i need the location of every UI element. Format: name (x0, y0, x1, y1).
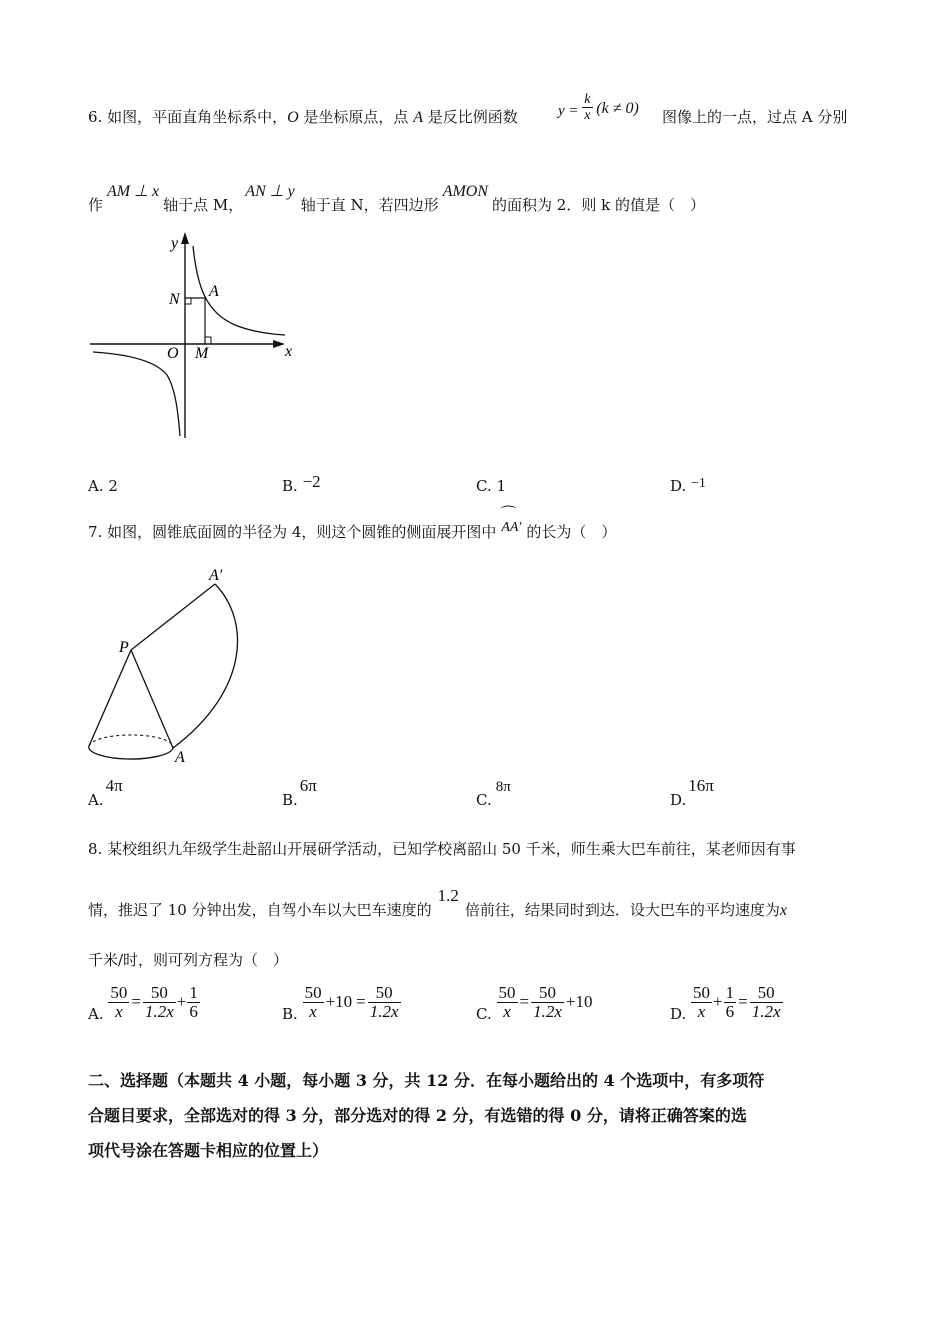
label-P: P (119, 639, 129, 656)
q6-text: 是坐标原点，点 (298, 108, 414, 126)
base-back (89, 735, 173, 748)
section2-line2: 合题目要求，全部选对的得 3 分，部分选对的得 2 分，有选错的得 0 分，请将正确答案的选 (88, 1106, 747, 1125)
num: 50 (750, 984, 783, 1003)
y-arrow (181, 232, 189, 244)
q8-text: 情，推迟了 10 分钟出发，自驾小车以大巴车速度的 (88, 901, 432, 919)
arc-mark: ⌒ (500, 504, 517, 523)
ratio-value: 1.2 (437, 886, 459, 905)
den: 6 (189, 1002, 198, 1021)
plus: + (176, 991, 187, 1011)
segment-PA (131, 650, 173, 748)
frac-50-1.2x (143, 984, 176, 1021)
num: 1 (725, 983, 735, 1002)
section2-line1: 二、选择题（本题共 4 小题，每小题 3 分，共 12 分．在每小题给出的 4 个选项中，有多项符 (88, 1071, 765, 1090)
num: 50 (693, 983, 711, 1002)
label-A: A (209, 283, 219, 300)
num: 50 (531, 984, 564, 1003)
q6-option-b (282, 472, 321, 497)
q7-text: 的长为（ ） (526, 523, 617, 541)
formula-k: k (584, 92, 591, 107)
q6-graph (85, 230, 305, 442)
frac-50-1.2x (531, 984, 564, 1021)
q6-text: 轴于点 M， (163, 196, 244, 214)
option-value: −2 (302, 472, 321, 491)
label-x: x (285, 343, 293, 360)
option-value: 4π (105, 776, 123, 795)
label-y: y (171, 235, 179, 252)
hyperbola-branch-1 (193, 246, 285, 335)
option-value: −1 (691, 476, 706, 491)
frac-1-6 (187, 984, 200, 1021)
q8-text: 倍前往，结果同时到达．设大巴车的平均速度为 (464, 901, 780, 919)
q6-option-c: C. 1 (476, 477, 507, 495)
q8-option-a (88, 984, 200, 1021)
q7-option-a (88, 776, 123, 811)
option-value: 16π (688, 776, 714, 795)
right-angle-M (205, 337, 211, 344)
q6-option-d (670, 475, 706, 499)
num: 50 (304, 983, 322, 1002)
q7-text: 7. 如图，圆锥底面圆的半径为 4，则这个圆锥的侧面展开图中 (88, 523, 497, 541)
math-AMON: AMON (442, 183, 489, 200)
right-angle-N (185, 298, 191, 304)
formula-y: y = (558, 102, 579, 119)
q8-option-c (476, 984, 592, 1021)
den: 1.2x (144, 1002, 174, 1021)
section2-line3: 项代号涂在答题卡相应的位置上） (88, 1141, 329, 1160)
q7-option-b (282, 776, 317, 811)
formula-x: x (584, 108, 591, 123)
q8-line3: 千米/时，则可列方程为（ ） (88, 951, 289, 969)
option-letter: C. (476, 1004, 492, 1023)
q6-text: 作 (88, 196, 104, 214)
num: 50 (498, 983, 516, 1002)
option-letter: B. (282, 1004, 298, 1023)
den: x (309, 1002, 317, 1021)
var-x: x (779, 902, 788, 919)
q6-line2 (88, 183, 705, 217)
eq: = (131, 991, 141, 1011)
q6-line1 (88, 106, 518, 129)
frac-50-x (108, 984, 129, 1021)
point-A: A (413, 109, 423, 126)
num: 50 (368, 984, 401, 1003)
q7-option-d (670, 776, 714, 811)
q6-function-formula (558, 92, 639, 123)
option-letter: A. (88, 1004, 104, 1023)
q6-text: 轴于直 N，若四边形 (300, 196, 439, 214)
eq: = (519, 991, 530, 1011)
arc-AA-prime (496, 504, 526, 545)
frac-50-x (691, 984, 712, 1021)
frac-50-x (497, 984, 518, 1021)
eq: = (738, 991, 748, 1011)
plus: + (713, 991, 723, 1011)
label-A: A (175, 749, 185, 766)
plus-10: +10 (565, 991, 593, 1011)
num: 50 (143, 984, 176, 1003)
option-letter: C. (476, 791, 492, 809)
q8-option-d (670, 984, 783, 1021)
q6-text: 是反比例函数 (422, 108, 518, 126)
num: 50 (110, 983, 128, 1002)
base-front (89, 746, 173, 759)
q7-line (88, 504, 617, 545)
option-value: 8π (495, 779, 511, 795)
q7-option-c (476, 779, 511, 812)
cone-left-edge (89, 650, 131, 746)
frac-50-1.2x (750, 984, 783, 1021)
x-arrow (273, 340, 285, 348)
plus-10: +10 (325, 991, 353, 1011)
math-AM: AM ⊥ x (107, 183, 160, 200)
segment-PA-prime (131, 584, 215, 650)
option-letter: B. (282, 477, 303, 495)
den: x (503, 1002, 511, 1021)
den: 6 (725, 1002, 735, 1021)
q6-text: 6. 如图，平面直角坐标系中， (88, 108, 288, 126)
q6-line1-end: 图像上的一点，过点 A 分别 (662, 108, 848, 126)
point-O: O (287, 109, 299, 126)
q6-option-a: A. 2 (88, 477, 118, 495)
q8-option-b (282, 984, 401, 1021)
frac-1-6 (724, 984, 737, 1021)
label-O: O (167, 345, 179, 362)
den: 1.2x (369, 1002, 399, 1021)
q8-line2 (88, 886, 788, 922)
arc-label: AA′ (501, 520, 522, 535)
option-value: 6π (299, 776, 317, 795)
option-letter: D. (670, 477, 692, 495)
option-letter: B. (282, 791, 298, 809)
q8-line1: 8. 某校组织九年级学生赴韶山开展研学活动，已知学校离韶山 50 千米，师生乘大巴车前往，某老师因有事 (88, 840, 796, 858)
num: 1 (189, 983, 198, 1002)
q7-cone-figure (85, 560, 250, 770)
den: 1.2x (533, 1002, 562, 1021)
formula-fraction (582, 92, 592, 123)
q6-text: 的面积为 2．则 k 的值是（ ） (492, 196, 705, 214)
den: x (115, 1002, 123, 1021)
option-letter: D. (670, 791, 687, 809)
label-M: M (195, 345, 209, 362)
formula-cond: (k ≠ 0) (596, 99, 639, 117)
option-letter: D. (670, 1004, 687, 1023)
option-letter: A. (88, 791, 104, 809)
eq: = (356, 991, 366, 1011)
den: x (697, 1002, 706, 1021)
den: 1.2x (751, 1002, 781, 1021)
label-A-prime: A′ (209, 567, 223, 584)
frac-50-1.2x (368, 984, 401, 1021)
label-N: N (169, 291, 180, 308)
hyperbola-branch-2 (93, 352, 180, 436)
frac-50-x (303, 984, 324, 1021)
math-AN: AN ⊥ y (245, 183, 295, 200)
